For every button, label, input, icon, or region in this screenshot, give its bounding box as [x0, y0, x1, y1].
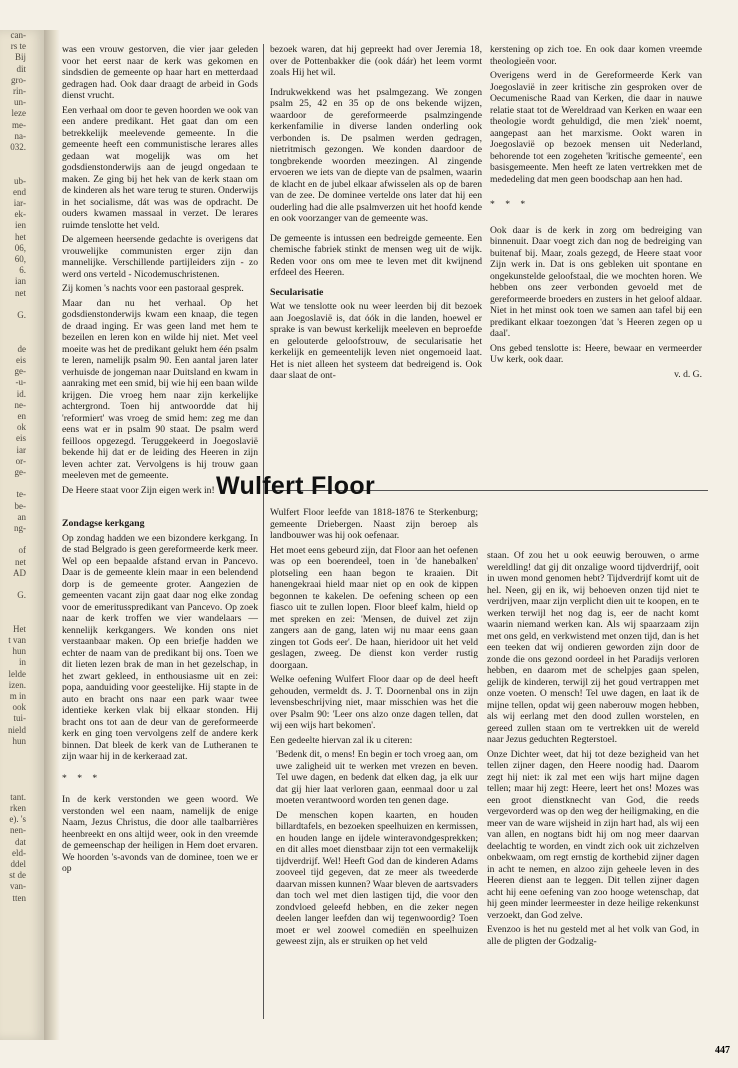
margin-fragment: ne- [14, 399, 26, 410]
article-column-3 [490, 44, 702, 484]
margin-fragment: t van [8, 634, 26, 645]
margin-fragment: in [18, 657, 26, 668]
margin-fragment: ian [15, 276, 26, 287]
author-signature: v. d. G. [674, 368, 702, 380]
margin-fragment: id. [16, 388, 26, 399]
margin-fragment: gro- [11, 74, 26, 85]
margin-fragment: en [17, 410, 26, 421]
margin-fragment: iar [16, 444, 26, 455]
paragraph: Het moet eens gebeurd zijn, dat Floor aan het oefenen was op een boerendeel, toen in 'de hanebalken' plotseling een haan begon te kraaien. Dit hanengekraai hield maar niet op en ook de kippen begonnen te kakelen. De oefening scheen op een fiasco uit te zullen lopen. Floor bleef kalm, hield op met spreken en zei: 'Mensen, de duivel zet zijn zangers aan de gang, laten wij nu maar eens gaan zingen tot Gods eer'. De haan, hieridoor uit het veld geslagen, zweeg. De dienst kon verder rustig doorgaan. [270, 544, 478, 671]
margin-fragment: 06, [14, 242, 26, 253]
margin-fragment [0, 321, 44, 332]
paragraph: De algemeen heersende gedachte is overigens dat vrouwelijke communisten erger zijn dan mannelijke. Verschillende partijleiders zijn - zo werd ons verteld - Nicodemuschristenen. [62, 234, 258, 280]
quotation: De menschen kopen kaarten, en houden billardtafels, en bezoeken speelhuizen en kermissen, en houden lange en ijdele winteravondgesprekken; en dit alles moet dienstbaar zijn tot een vermakelijk tijdverdrijf. Wel! Heeft God dan de kinderen Adams zooveel tijd gegeven, dat ze meer als tweederde daarvan missen kunnen? Waar bleven de aartsvaders dan toch wel met dien lastigen tijd, die voor den zondvloed geleefd hebben, en die zeker negen deelen langer leefden dan wij tegenwoordig? Toen moet er wel zoowel comediën en speelhuizen geweest zijn, als er struiken op het veld [276, 809, 478, 947]
margin-fragment: an [17, 511, 26, 522]
paragraph: Welke oefening Wulfert Floor daar op de deel heeft gehouden, vermeldt ds. J. T. Doornenbal ons in zijn levensbeschrijving niet, maar misschien was het die over Psalm 90: 'Leer ons alzo onze dagen tellen, dat wij een wijs hart bekomen'. [270, 674, 478, 731]
paragraph: was een vrouw gestorven, die vier jaar geleden voor het eerst naar de kerk was gekomen en sindsdien de gemeente op haar hart en metterdaad gedragen had. Ook daar draagt de arbeid in Gods dienst vrucht. [62, 44, 258, 101]
margin-fragment: ng- [14, 522, 26, 533]
margin-fragment: un- [14, 97, 26, 108]
margin-fragment: G. [17, 590, 26, 601]
margin-fragment: tant. [10, 791, 26, 802]
margin-fragment: ien [15, 220, 26, 231]
margin-fragment [0, 299, 44, 310]
margin-fragment: end [13, 186, 26, 197]
margin-fragment: net [15, 287, 26, 298]
margin-fragment: eld- [12, 847, 26, 858]
margin-fragment [0, 601, 44, 612]
article-title: Wulfert Floor [216, 472, 375, 500]
quotation: 'Bedenk dit, o mens! En begin er toch vroeg aan, om uwe zaligheid uit te werken met vrezen en beven. Tel uwe dagen, en bedenk dat elken dag, ja elk uur dat gij hier laat verloren gaan, eenmaal door u zal moeten verantwoord worden ten genen dage. [276, 749, 478, 806]
margin-fragment: Het [13, 623, 26, 634]
margin-fragment: ok [17, 422, 26, 433]
previous-page-margin [0, 30, 45, 1040]
margin-fragment: eis [16, 354, 26, 365]
paragraph: Onze Dichter weet, dat hij tot deze bezigheid van het tellen zijner dagen, den Heere noodig had. Daarom zegt hij niet: ik zal met een wijs hart mijne dagen tellen; maar hij zegt: Heere, leert het ons! Mozes was een groot dienstknecht van God, die reeds vergevorderd was op den weg der heiligmaking, en die meer van de ware wijsheid in zijn hart had, als wij een van allen, en nogtans bidt hij om nog meer daarvan deelachtig te worden, en vindt zich ook uit zichzelven onbekwaam, om regt ernstig de korthebid zijner dagen in acht te nemen, en alzoo zijn geheele leven in des Heeren dienst aan te leggen. Dit tellen zijner dagen acht hij eene oefening van zoo hooge wetenschap, dat hij geen minder leermeester in deze heilige rekenkunst verzoekt, dan God zelve. [487, 748, 699, 921]
margin-fragment: iar- [13, 198, 26, 209]
paragraph: Wulfert Floor leefde van 1818-1876 te Sterkenburg; gemeente Driebergen. Naast zijn beroep als landbouwer was hij ook oefenaar. [270, 507, 478, 541]
margin-fragment: or- [15, 455, 26, 466]
margin-fragment: ek- [14, 209, 26, 220]
floor-column-1 [270, 507, 478, 1022]
paragraph: Een gedeelte hiervan zal ik u citeren: [270, 734, 413, 746]
margin-fragment: Bij [14, 52, 26, 63]
paragraph: Evenzoo is het nu gesteld met al het volk van God, in alle de pligten der Godzalig- [487, 924, 699, 947]
margin-fragment: st de [9, 870, 26, 881]
margin-fragment: rin- [13, 86, 26, 97]
paragraph: bezoek waren, dat hij gepreekt had over Jeremia 18, over de Pottenbakker die (ook dáár) het leem vormt zoals Hij het wil. [270, 44, 482, 78]
margin-fragment [0, 769, 44, 780]
section-heading: Zondagse kerkgang [62, 518, 145, 529]
margin-fragment: eis [16, 433, 26, 444]
paragraph: De gemeente is intussen een bedreigde gemeente. Een chemische fabriek stinkt de mensen weg uit de wijk. Reden voor ons om mee te leven met dit kwijnend erfdeel des Heeren. [270, 232, 482, 278]
article-column-2 [270, 44, 482, 484]
margin-fragment: dit [16, 63, 26, 74]
margin-fragment: AD [13, 567, 26, 578]
margin-fragment: izen. [8, 679, 26, 690]
margin-fragment [0, 781, 44, 792]
margin-fragment [0, 164, 44, 175]
margin-fragment: 032. [10, 142, 26, 153]
margin-fragment: ook [12, 702, 26, 713]
paragraph: Ook daar is de kerk in zorg om bedreiging van binnenuit. Daar voegt zich dan nog de bedreiging van buitenaf bij. Maar, zoals gezegd, de Heere staat voor Zijn werk in. Dat is ons gebleken uit spontane en ongekunstelde geloofstaal, die we mochten horen. We hebben ons zeer verbonden gevoeld met de gereformeerde broeders en zusters in het geloof aldaar. Niet in het minst ook toen we samen aan tafel bij een predikant elkaar toezongen 'dat 's Heeren zegen op u daal'. [490, 224, 702, 339]
margin-fragment [0, 579, 44, 590]
paragraph: In de kerk verstonden we geen woord. We verstonden wel een naam, namelijk de enige Naam, Jezus Christus, die door alle taalbarrières heenbreekt en ons altijd weer, ook in den vreemde de gemeenschap der heiligen in Hem doet ervaren. We hoorden 's-avonds van de dominee, toen we er op [62, 794, 258, 874]
margin-fragment: de [17, 343, 26, 354]
paragraph: kerstening op zich toe. En ook daar komen vreemde theologieën voor. [490, 44, 702, 67]
paragraph: Een verhaal om door te geven hoorden we ook van een andere predikant. Het gaat dan om een betrekkelijk meelevende gemeente. In die gemeente heeft een communistische lerares alles gedaan wat mogelijk was om het godsdienstonderwijs aan de jeugd ongedaan te maken. Ze ging bij het hek van de kerk staan om de kinderen als het ware terug te sturen. Onderwijs in het socialisme, dát was was de opdracht. De ouders kwamen massaal in verzet. De lerares ruimde tenslotte het veld. [62, 104, 258, 231]
margin-fragment: lelde [8, 668, 26, 679]
margin-fragment: hun [12, 646, 26, 657]
margin-fragment: e). 's [9, 814, 26, 825]
floor-column-2 [487, 550, 699, 1025]
margin-fragment: me- [12, 119, 26, 130]
margin-fragment: ge- [14, 466, 26, 477]
margin-fragment: rken [10, 803, 26, 814]
margin-fragment: na- [14, 130, 26, 141]
section-separator: * * * [490, 199, 530, 210]
section-heading: Secularisatie [270, 286, 324, 298]
margin-fragment: tten [12, 892, 26, 903]
column-rule [263, 44, 264, 1019]
margin-fragment [0, 534, 44, 545]
paragraph: Maar dan nu het verhaal. Op het godsdienstonderwijs kwam een knaap, die tegen de draad inging. Er was geen land met hem te bezeilen en leren kon en wilde hij niet. Met veel moeite was het de predikant gelukt hem één psalm te leren, namelijk psalm 90. Een aantal jaren later verhuisde de jongeman naar Duitsland en kwam in aanraking met een smid, bij wie hij een baan wilde krijgen. Die vroeg hem naar zijn kerkelijke achtergrond. Toen hij antwoordde dat hij 'reformiert' was vroeg de smid hem: zeg me dan eens wat er in psalm 90 staat. De psalm werd feilloos opgezegd. Teruggekeerd in Joegoslavië bekende hij dat er de leiding des Heeren in zijn leven achter zat. Vervolgens is hij trouw gaan meeleven met de gemeente. [62, 297, 258, 481]
margin-fragment: ub- [14, 175, 26, 186]
margin-fragment: can- [10, 30, 26, 40]
margin-fragment: ge- [14, 366, 26, 377]
margin-fragment: net [15, 556, 26, 567]
margin-fragment: be- [14, 500, 26, 511]
margin-fragment: het [15, 231, 26, 242]
margin-fragment: -u- [15, 377, 26, 388]
margin-fragment: tui- [13, 713, 26, 724]
margin-fragment [0, 758, 44, 769]
margin-fragment: ddel [10, 859, 26, 870]
margin-fragment: van- [10, 881, 26, 892]
section-separator: * * * [62, 772, 102, 784]
margin-fragment: 6. [19, 265, 26, 276]
margin-fragment: leze [11, 108, 26, 119]
margin-fragment: m in [9, 690, 26, 701]
margin-fragment: nield [8, 724, 26, 735]
margin-fragment [0, 478, 44, 489]
margin-fragment: hun [12, 735, 26, 746]
margin-fragment [0, 747, 44, 758]
margin-fragment [0, 153, 44, 164]
paragraph: Wat we tenslotte ook nu weer leerden bij dit bezoek aan Joegoslavië is, dat óók in die landen, hoewel er sprake is van bewust kerkelijk meeleven en beproefde en gelouterde geloofstrouw, de secularisatie het kerkelijk en gemeentelijk leven niet ongemoeid laat. Het is niet alleen het systeem dat bedreigend is. Ook daar slaat de ont- [270, 301, 482, 381]
paragraph: Indrukwekkend was het psalmgezang. We zongen psalm 25, 42 en 35 op de ons bekende wijzen, waardoor de gereformeerde psalmzingende kerkenfamilie in diverse landen onderling ook verbonden is. De psalmen werden gedragen, nietritmisch gezongen. We konden daardoor de tongbrekende woorden meezingen. Al zingende ervoeren we iets van de diepte van de psalmen, waarin de klacht en de jubel elkaar afwisselen als op de baren van de zee. De dominee vertelde ons later dat hij een ouderling had die alle psalmverzen uit het hoofd kende en ook voorzanger van de gemeente was. [270, 86, 482, 224]
margin-fragment: te- [16, 489, 26, 500]
margin-fragment: G. [17, 310, 26, 321]
margin-fragment: rs te [10, 41, 26, 52]
paragraph: Ons gebed tenslotte is: Heere, bewaar en vermeerder Uw kerk, ook daar. [490, 342, 702, 365]
margin-fragment [0, 613, 44, 624]
paragraph: De Heere staat voor Zijn eigen werk in! [62, 484, 215, 496]
margin-fragment [0, 332, 44, 343]
paragraph: Op zondag hadden we een bizondere kerkgang. In de stad Belgrado is geen gereformeerde kerk meer. Wel op een bepaalde afstand ervan in Pancevo. Daar is de gemeente klein maar in een belendend dorp is de gemeente groter. Aangezien de gemeenten vacant zijn gaat daar nog elke zondag voor de emeritusspredikant van Pancevo. Op zoek naar de kerk troffen we vier wandelaars — kennelijk kerkgangers. We konden ons niet verstaanbaar maken. Op een briefje hadden we echter de naam van de predikant bij ons. Toen we dit lieten lezen brak de man in het gezelschap, in het zwart gekleed, in enthousiasme uit en zei: popa, aanduiding voor geestelijke. Hij stapte in de auto en bracht ons naar een park waar twee identieke kerken vlak bij elkaar stonden. Hij bracht ons tot aan de deur van de gereformeerde kerk en ging toen vervolgens zelf de andere kerk binnen. Dat bleek de kerk van de Lutheranen te zijn waar hij in de kerkeraad zat. [62, 532, 258, 762]
paragraph: Overigens werd in de Gereformeerde Kerk van Joegoslavië in zeer kritische zin gesproken over de Oecumenische Raad van Kerken, die daar in nauwe relatie staat tot de Wereldraad van Kerken en waar een theologie wordt gehuldigd, die men 'ziek' noemt, aangepast aan het marxisme. Ookt waren in Joegoslavië op bezoek mensen uit Nederland, behorende tot een zogeheten 'kritische gemeente', een basisgemeente. Men heeft ze laten vertrekken met de mededeling dat men geen boodschap aan hen had. [490, 70, 702, 185]
margin-fragment: dat [15, 836, 26, 847]
margin-fragment: of [18, 545, 26, 556]
page-number: 447 [715, 1045, 730, 1056]
margin-fragment: nen- [10, 825, 26, 836]
margin-fragment: 60, [14, 254, 26, 265]
article-column-1 [62, 44, 258, 1019]
paragraph: Zij komen 's nachts voor een pastoraal gesprek. [62, 283, 244, 294]
paragraph: staan. Of zou het u ook eeuwig berouwen, o arme wereldling! dat gij dit onzalige woord tijdverdrijf, ooit in uwen mond genomen hebt? Tijdverdrijf komt uit de hel. Neen, gij en ik, wij behoeven onzen tijd niet te verdrijven, maar zijn verplicht dien uit te koopen, en te werken terwijl het nog dag is, eer de nacht komt waarin niemand werken kan. Als wij spaarzaam zijn met ons geld, en verkwistend met onzen tijd, dan is het een teeken dat wij ondieren geworden zijn door de zonde die ons gezond oordeel in het Paradijs verloren hebben, en daarom met de schelpjes gaan spelen, gelijk de kinderen, terwijl zij het goud vertrappen met onze voeten. O mensch! Tel uwe dagen, en laat ik de mijne tellen, opdat wij geen naberouw mogen hebben, als wij eerlang met den dood zullen worstelen, en gereed zullen staan om te vertrekken uit de wereld naar Jezus geduchten Regterstoel. [487, 550, 699, 745]
